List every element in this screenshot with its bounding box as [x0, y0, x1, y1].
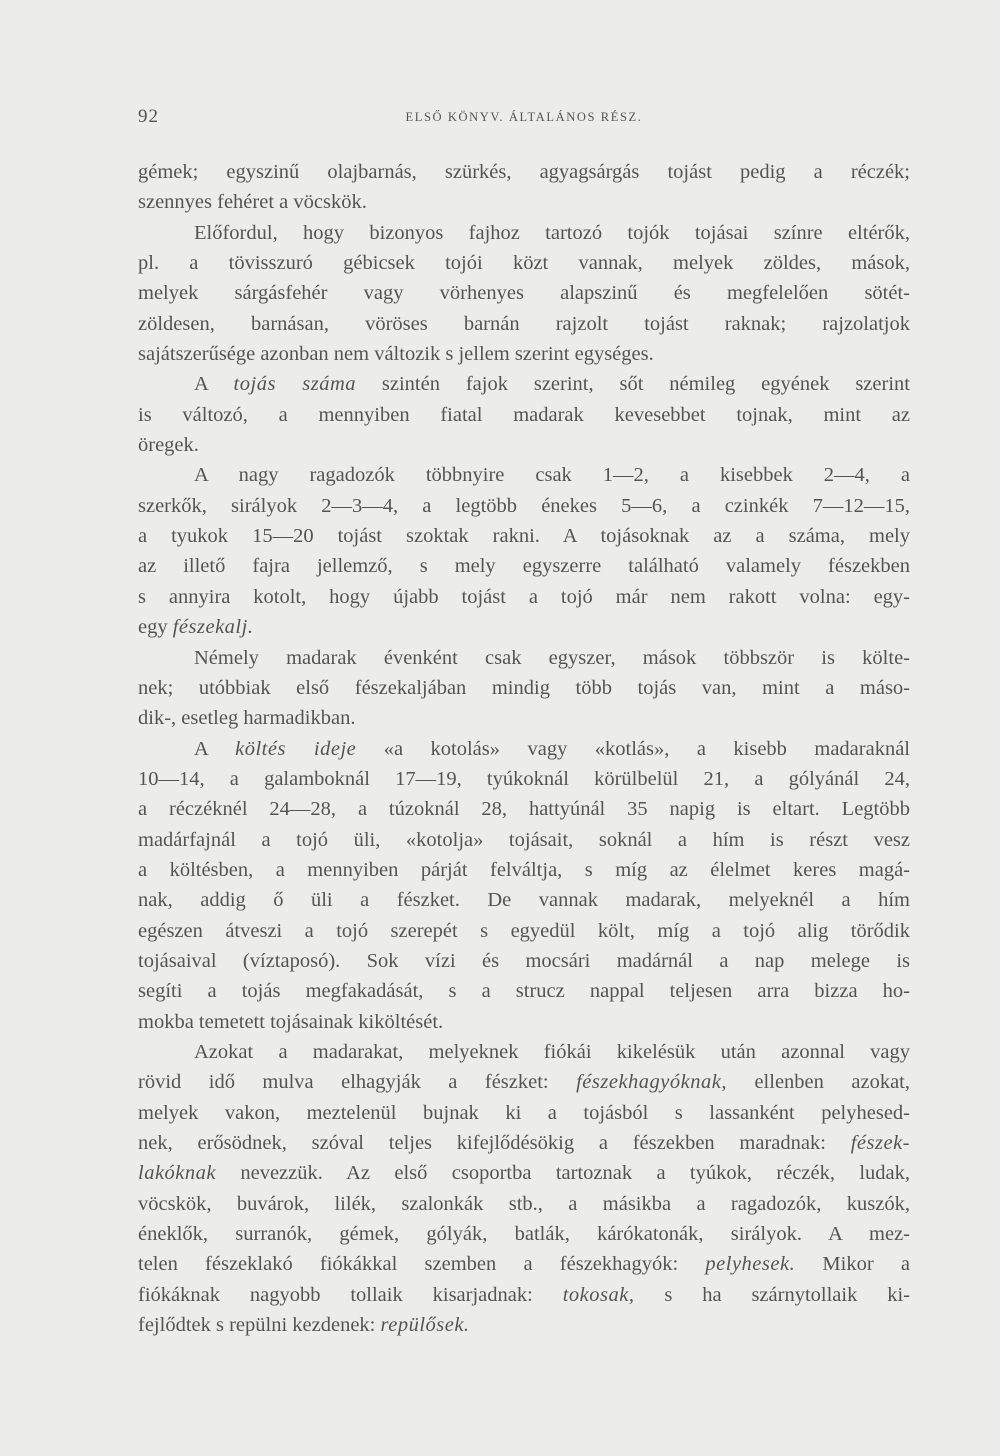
text-line	[138, 460, 910, 490]
text-line	[138, 1098, 910, 1128]
text-segment: a réczéknél 24—28, a túzoknál 28, hattyúnál 35 napig is eltart. Legtöbb	[138, 798, 910, 821]
text-segment: nek; utóbbiak első fészekaljában mindig több tojás van, mint a máso-	[138, 676, 910, 699]
text-segment: madárfajnál a tojó üli, «kotolja» tojásait, soknál a hím is részt vesz	[138, 828, 910, 851]
text-segment: nak, addig ő üli a fészket. De vannak madarak, melyeknél a hím	[138, 889, 910, 912]
text-segment: tojásaival (víztaposó). Sok vízi és mocsári madárnál a nap melege is	[138, 949, 910, 972]
italic-term: költés ideje	[235, 737, 357, 760]
text-segment: dik-, esetleg harmadikban.	[138, 707, 356, 730]
text-segment: melyek sárgásfehér vagy vörhenyes alapszinű és megfelelően sötét-	[138, 282, 910, 305]
text-segment: «a kotolás» vagy «kotlás», a kisebb madaraknál	[356, 737, 910, 760]
text-line	[138, 1249, 910, 1279]
running-title: ELSŐ KÖNYV. ÁLTALÁNOS RÉSZ.	[405, 110, 643, 124]
text-segment: a költésben, a mennyiben párját felváltja, s míg az élelmet keres magá-	[138, 858, 910, 881]
text-segment: Előfordul, hogy bizonyos fajhoz tartozó tojók tojásai színre eltérők,	[194, 221, 910, 244]
text-segment: gémek; egyszinű olajbarnás, szürkés, agyagsárgás tojást pedig a réczék;	[138, 161, 910, 183]
text-segment: segíti a tojás megfakadását, s a strucz nappal teljesen arra bizza ho-	[138, 980, 910, 1003]
italic-term: fészek-	[850, 1132, 910, 1154]
text-line	[138, 218, 910, 248]
text-segment: pl. a tövisszuró gébicsek tojói közt vannak, melyek zöldes, mások,	[138, 252, 910, 275]
text-line	[138, 1128, 910, 1158]
text-line	[138, 1067, 910, 1097]
italic-term: fészekhagyóknak,	[576, 1071, 727, 1094]
text-line	[138, 1007, 910, 1037]
text-line	[138, 916, 910, 946]
text-segment: is változó, a mennyiben fiatal madarak kevesebbet tojnak, mint az	[138, 403, 910, 426]
text-segment: egészen átveszi a tojó szerepét s egyedül költ, míg a tojó alig törődik	[138, 919, 910, 942]
text-line	[138, 1280, 910, 1310]
text-line	[138, 794, 910, 824]
text-segment: szintén fajok szerint, sőt némileg egyének szerint	[356, 373, 910, 396]
text-line	[138, 946, 910, 976]
text-segment: telen fészeklakó fiókákkal szemben a fészekhagyók:	[138, 1253, 706, 1276]
text-segment: a tyukok 15—20 tojást szoktak rakni. A tojásoknak az a száma, mely	[138, 525, 910, 548]
text-line	[138, 855, 910, 885]
text-segment: s annyira kotolt, hogy újabb tojást a tojó már nem rakott volna: egy-	[138, 585, 910, 608]
text-line	[138, 764, 910, 794]
italic-term: pelyhesek.	[705, 1253, 796, 1276]
text-line	[138, 1310, 910, 1340]
text-segment: öregek.	[138, 434, 199, 457]
text-segment: sajátszerűsége azonban nem változik s jellem szerint egységes.	[138, 343, 654, 366]
text-line	[138, 339, 910, 369]
text-segment: Azokat a madarakat, melyeknek fiókái kikelésük után azonnal vagy	[194, 1040, 910, 1063]
text-segment: Mikor a	[795, 1253, 910, 1276]
text-segment: éneklők, surranók, gémek, gólyák, batlák, kárókatonák, sirályok. A mez-	[138, 1223, 910, 1246]
text-segment: nevezzük. Az első csoportba tartoznak a tyúkok, réczék, ludak,	[216, 1162, 910, 1185]
text-segment: szennyes fehéret a vöcskök.	[138, 191, 367, 214]
text-line	[138, 1189, 910, 1219]
text-segment: fejlődtek s repülni kezdenek:	[138, 1314, 381, 1337]
text-line	[138, 1158, 910, 1188]
text-line	[138, 825, 910, 855]
italic-term: tojás száma	[233, 373, 357, 396]
text-segment: A	[194, 737, 236, 760]
italic-term: repülősek.	[380, 1314, 470, 1337]
text-line	[138, 1037, 910, 1067]
running-head	[138, 106, 910, 130]
text-line	[138, 734, 910, 764]
text-line	[138, 703, 910, 733]
text-line	[138, 643, 910, 673]
text-line	[138, 885, 910, 915]
text-segment: mokba temetett tojásainak kiköltését.	[138, 1010, 444, 1033]
text-segment: s ha szárnytollaik ki-	[634, 1283, 910, 1306]
italic-term: fészekalj.	[172, 616, 254, 639]
text-line	[138, 582, 910, 612]
page-number: 92	[138, 106, 159, 127]
text-line	[138, 673, 910, 703]
text-segment: melyek vakon, meztelenül bujnak ki a tojásból s lassanként pelyhesed-	[138, 1101, 910, 1124]
text-segment: vöcskök, buvárok, lilék, szalonkák stb., a másikba a ragadozók, kuszók,	[138, 1192, 910, 1215]
italic-term: lakóknak	[138, 1162, 216, 1185]
text-line	[138, 187, 910, 217]
text-segment: Némely madarak évenként csak egyszer, mások többször is költe-	[194, 646, 910, 669]
italic-term: tokosak,	[562, 1283, 635, 1306]
text-line	[138, 612, 910, 642]
text-line	[138, 430, 910, 460]
text-segment: az illető fajra jellemző, s mely egyszerre található valamely fészekben	[138, 555, 910, 578]
text-line	[138, 400, 910, 430]
text-segment: fiókáknak nagyobb tollaik kisarjadnak:	[138, 1283, 563, 1306]
text-line	[138, 278, 910, 308]
text-segment: A nagy ragadozók többnyire csak 1—2, a kisebbek 2—4, a	[194, 464, 910, 487]
text-segment: zöldesen, barnásan, vöröses barnán rajzolt tojást raknak; rajzolatjok	[138, 312, 910, 335]
text-segment: rövid idő mulva elhagyják a fészket:	[138, 1071, 577, 1094]
text-line	[138, 551, 910, 581]
text-line	[138, 976, 910, 1006]
text-segment: A	[194, 373, 234, 396]
text-segment: 10—14, a galamboknál 17—19, tyúkoknál körülbelül 21, a gólyánál 24,	[138, 767, 910, 790]
text-line	[138, 521, 910, 551]
text-line	[138, 1219, 910, 1249]
text-segment: szerkők, sirályok 2—3—4, a legtöbb énekes 5—6, a czinkék 7—12—15,	[138, 494, 910, 517]
text-line	[138, 157, 910, 187]
text-line	[138, 309, 910, 339]
text-line	[138, 369, 910, 399]
text-line	[138, 248, 910, 278]
text-line	[138, 491, 910, 521]
body-text	[138, 157, 910, 1340]
text-segment: egy	[138, 616, 173, 639]
text-segment: nek, erősödnek, szóval teljes kifejlődésökig a fészekben maradnak:	[138, 1132, 851, 1154]
text-segment: ellenben azokat,	[726, 1071, 910, 1094]
